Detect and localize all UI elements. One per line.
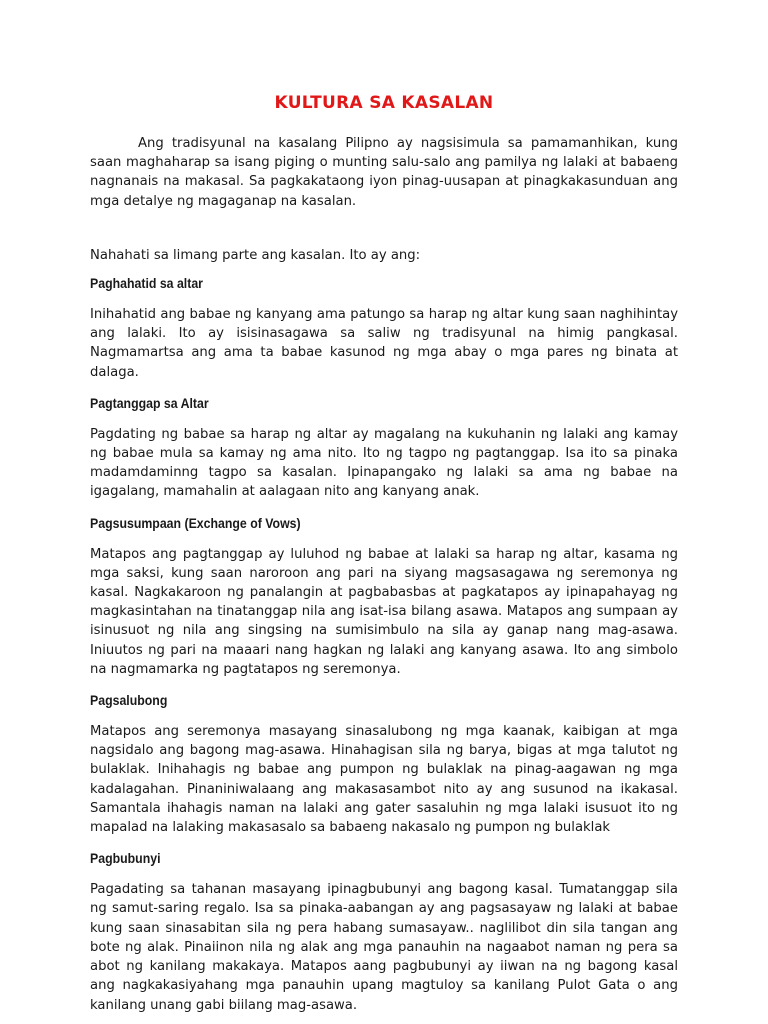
section-heading: Pagtanggap sa Altar bbox=[90, 394, 209, 411]
intro-paragraph: Ang tradisyunal na kasalang Pilipno ay nagsisimula sa pamamanhikan, kung saan maghaharap sa isang piging o munting salu-salo ang pamilya ng lalaki at babaeng nagnanais na makasal. Sa pagkakataong iyon pinag-uusapan at pinagkakasunduan ang mga detalye ng magaganap na kasalan. bbox=[90, 136, 678, 209]
section-body: Matapos ang seremonya masayang sinasalubong ng mga kaanak, kaibigan at mga nagsidalo ang bagong mag-asawa. Hinahagisan sila ng barya, bigas at mga talutot ng bulaklak. Inihahagis ng babae ang pumpon ng bulaklak na pinag-aagawan ng mga kadalagahan. Pinaniniwalaang ang makasasambot nito ay ang susunod na ikakasal. Samantala ihahagis naman na lalaki ang gater sasaluhin ng mga lalaki isusuot ito ng mapalad na lalaking makasasalo sa babaeng nakasalo ng pumpon ng bulaklak bbox=[90, 724, 678, 836]
section-paghahatid bbox=[90, 274, 678, 382]
section-pagsalubong bbox=[90, 691, 678, 837]
section-pagsusumpaan bbox=[90, 514, 678, 679]
document-title: KULTURA SA KASALAN bbox=[274, 93, 494, 113]
section-heading: Pagbubunyi bbox=[90, 850, 161, 867]
section-body: Matapos ang pagtanggap ay luluhod ng babae at lalaki sa harap ng altar, kasama ng mga saksi, kung saan naroroon ang pari na siyang magsasagawa ng seremonya ng kasal. Nagkakaroon ng panalangin at pagbabasbas at pagkatapos ay ipinapahayag ng magkasintahan na tinatanggap nila ang isat-isa bilang asawa. Matapos ang sumpaan ay isinusuot ng nila ang singsing na sumisimbulo na sila ay ganap nang mag-asawa. Iniuutos ng pari na maaari nang hagkan ng lalaki ang kanyang asawa. Ito ang simbolo na nagmamarka ng pagtatapos ng seremonya. bbox=[90, 546, 678, 677]
section-body: Pagadating sa tahanan masayang ipinagbubunyi ang bagong kasal. Tumatanggap sila ng samut-saring regalo. Isa sa pinaka-aabangan ay ang pagsasayaw ng lalaki at babae kung saan sinasabitan sila ng pera habang sumasayaw.. naglilibot din sila tangan ang bote ng alak. Pinaiinon nila ng alak ang mga panauhin na nagaabot naman ng pera sa abot ng kanilang makakaya. Matapos aang pagbubunyi ay iiwan na ng bagong kasal ang nagkakasiyahang mga panauhin upang magtuloy sa kanilang Pulot Gata o ang kanilang unang gabi biilang mag-asawa. bbox=[90, 882, 678, 1013]
section-pagtanggap bbox=[90, 394, 678, 502]
section-heading: Pagsusumpaan (Exchange of Vows) bbox=[90, 514, 301, 531]
section-body: Pagdating ng babae sa harap ng altar ay magalang na kukuhanin ng lalaki ang kamay ng babae mula sa kamay ng ama nito. Ito ng tagpo ng pagtanggap. Isa ito sa pinaka madamdaminng tagpo sa kasalan. Ipinapangako ng lalaki sa ama ng babae na igagalang, mamahalin at aalagaan nito ang kanyang anak. bbox=[90, 426, 678, 500]
section-pagbubunyi bbox=[90, 849, 678, 1014]
section-heading: Paghahatid sa altar bbox=[90, 275, 203, 292]
division-paragraph: Nahahati sa limang parte ang kasalan. Ito ay ang: bbox=[90, 247, 421, 263]
section-body: Inihahatid ang babae ng kanyang ama patungo sa harap ng altar kung saan naghihintay ang lalaki. Ito ay isisinasagawa sa saliw ng tradisyunal na himig pangkasal. Nagmamartsa ang ama ta babae kasunod ng mga abay o mga pares ng binata at dalaga. bbox=[90, 307, 678, 380]
section-heading: Pagsalubong bbox=[90, 692, 168, 709]
